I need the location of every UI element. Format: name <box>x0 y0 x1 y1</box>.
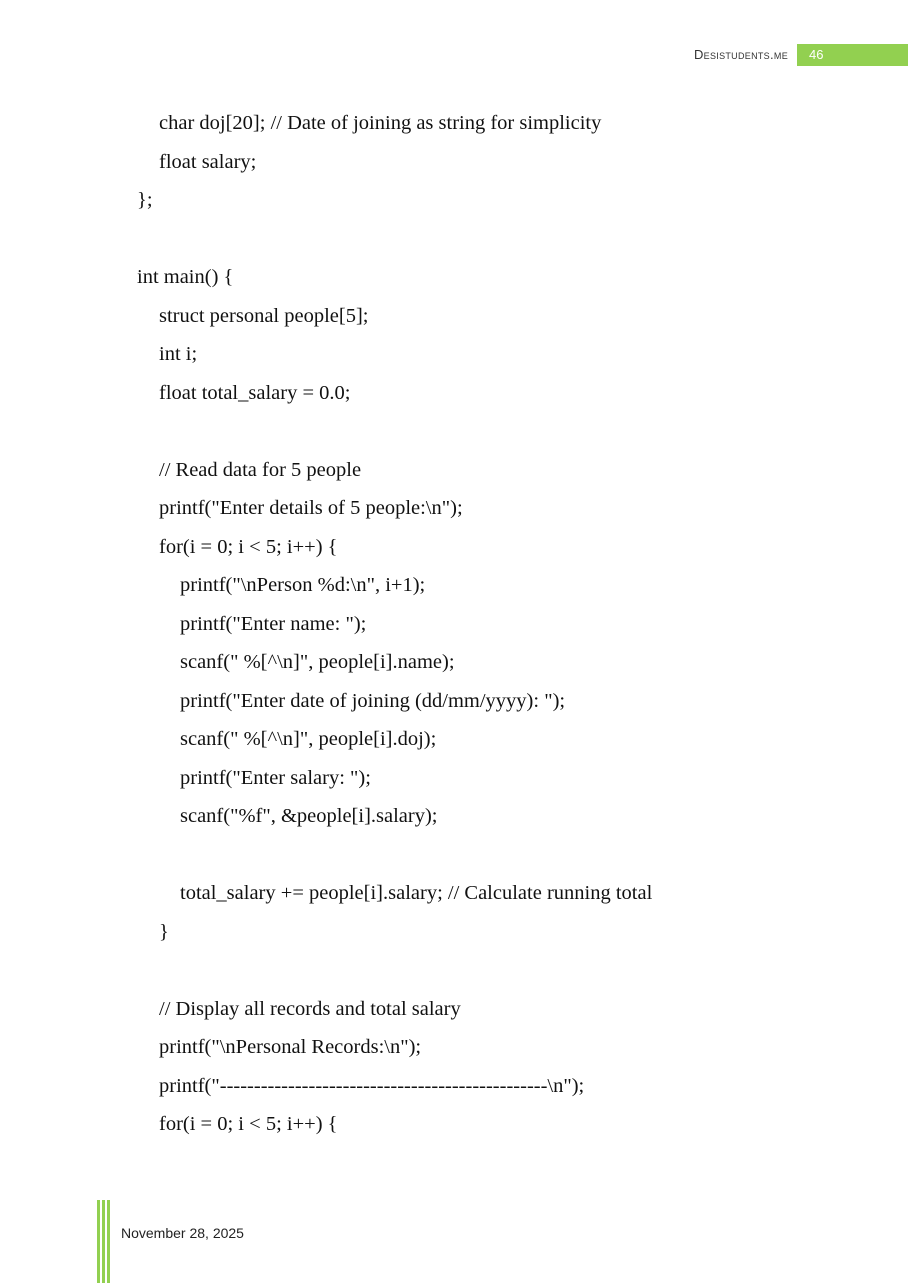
footer-decoration <box>97 1200 111 1283</box>
code-line: float salary; <box>159 150 257 173</box>
code-line: printf("\nPerson %d:\n", i+1); <box>180 574 426 596</box>
code-line: for(i = 0; i < 5; i++) { <box>159 535 338 558</box>
code-line: char doj[20]; // Date of joining as string for simplicity <box>159 112 602 134</box>
code-line: printf("\nPersonal Records:\n"); <box>159 1036 422 1058</box>
code-line: float total_salary = 0.0; <box>159 381 351 404</box>
code-line <box>0 220 908 259</box>
code-line: struct personal people[5]; <box>159 304 369 327</box>
code-line: scanf("%f", &people[i].salary); <box>180 805 438 827</box>
code-line <box>0 951 908 990</box>
page-header <box>0 44 908 66</box>
code-line <box>0 836 908 875</box>
page-number-badge: 46 <box>797 44 908 66</box>
code-line: }; <box>137 189 153 211</box>
code-line: printf("Enter date of joining (dd/mm/yyyy): "); <box>180 689 566 712</box>
code-line <box>0 412 908 451</box>
footer-bar <box>102 1200 105 1283</box>
code-line: printf("Enter name: "); <box>180 612 367 635</box>
code-line: scanf(" %[^\n]", people[i].name); <box>180 651 455 673</box>
code-line: total_salary += people[i].salary; // Calculate running total <box>180 882 653 904</box>
code-line: printf("------------------------------------------------\n"); <box>159 1074 585 1097</box>
code-line: int main() { <box>137 266 234 288</box>
footer-bar <box>97 1200 100 1283</box>
code-line: for(i = 0; i < 5; i++) { <box>159 1113 338 1135</box>
code-line: int i; <box>159 343 198 365</box>
code-line: } <box>159 920 169 943</box>
code-line: // Read data for 5 people <box>159 458 362 481</box>
code-line: printf("Enter details of 5 people:\n"); <box>159 497 463 519</box>
code-listing <box>0 104 908 1144</box>
code-line: printf("Enter salary: "); <box>180 766 371 789</box>
code-line: // Display all records and total salary <box>159 997 461 1020</box>
code-line: scanf(" %[^\n]", people[i].doj); <box>180 728 437 750</box>
footer-bar <box>107 1200 110 1283</box>
site-name: Desistudents.me <box>693 47 788 62</box>
footer-date: November 28, 2025 <box>121 1225 244 1241</box>
